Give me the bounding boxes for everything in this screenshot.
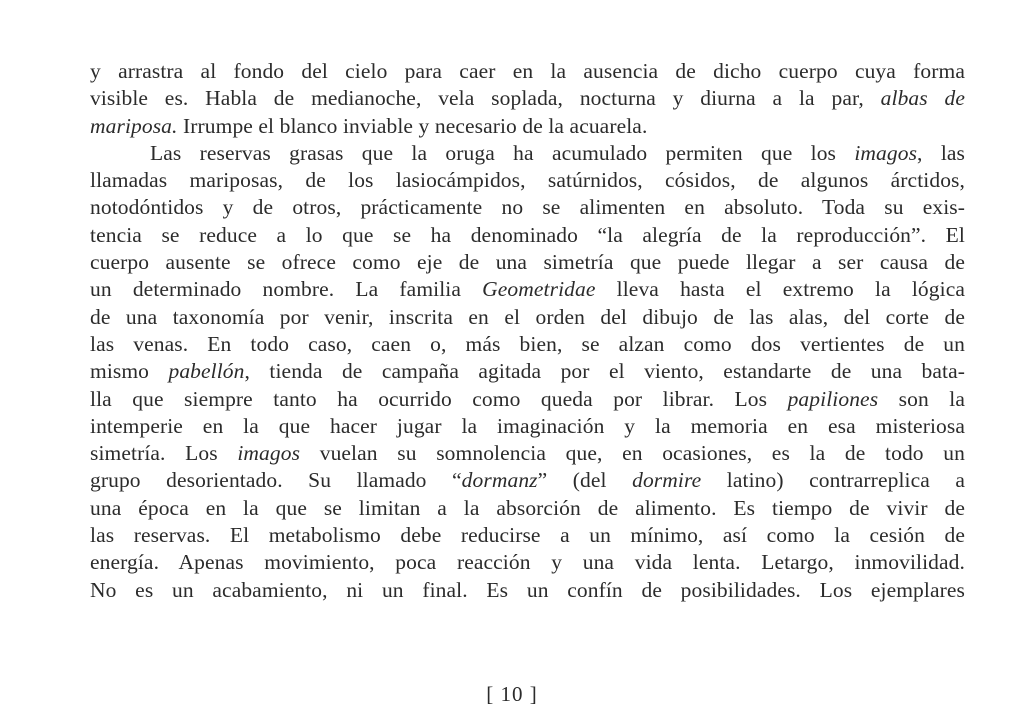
italic-term: albas de <box>880 86 966 111</box>
text-line: una época en la que se limitan a la absorción de alimento. Es tiempo de vivir de <box>90 495 965 520</box>
text-line: cuerpo ausente se ofrece como eje de una simetría que puede llegar a ser causa de <box>90 250 965 275</box>
text-line: y arrastra al fondo del cielo para caer en la ausencia de dicho cuerpo cuya forma <box>90 59 965 83</box>
italic-term: imagos <box>237 441 301 466</box>
text-line: las venas. En todo caso, caen o, más bien, se alzan como dos vertientes de un <box>90 331 965 356</box>
text-line: notodóntidos y de otros, prácticamente no se alimenten en absoluto. Toda su exis- <box>90 195 965 220</box>
text-line: energía. Apenas movimiento, poca reacción y una vida lenta. Letargo, inmovilidad. <box>90 550 965 575</box>
text-line: mismo pabellón, tienda de campaña agitada por el viento, estandarte de una bata- <box>90 359 966 384</box>
italic-term: papiliones <box>787 386 879 411</box>
paragraph-1 <box>90 58 965 140</box>
page-number: [ 10 ] <box>486 682 538 706</box>
text-line: Las reservas grasas que la oruga ha acumulado permiten que los imagos, las <box>150 140 965 165</box>
paragraph-2 <box>90 140 965 604</box>
text-line: mariposa. Irrumpe el blanco inviable y necesario de la acuarela. <box>90 113 648 138</box>
text-line: lla que siempre tanto ha ocurrido como queda por librar. Los papiliones son la <box>90 386 965 411</box>
text-line: visible es. Habla de medianoche, vela soplada, nocturna y diurna a la par, albas de <box>90 86 966 111</box>
italic-term: pabellón <box>168 359 245 384</box>
text-line: un determinado nombre. La familia Geometridae lleva hasta el extremo la lógica <box>90 277 965 302</box>
text-line: las reservas. El metabolismo debe reducirse a un mínimo, así como la cesión de <box>90 523 965 548</box>
italic-term: imagos <box>854 140 918 165</box>
italic-term: Geometridae <box>482 277 596 302</box>
text-line: intemperie en la que hacer jugar la imaginación y la memoria en esa misteriosa <box>90 413 965 438</box>
page-body <box>90 58 965 604</box>
italic-term: dormanz <box>461 468 538 493</box>
italic-term: dormire <box>632 468 702 493</box>
text-line: simetría. Los imagos vuelan su somnolencia que, en ocasiones, es la de todo un <box>90 441 965 466</box>
text-line: grupo desorientado. Su llamado “dormanz” (del dormire latino) contrarreplica a <box>90 468 966 493</box>
italic-term: mariposa. <box>90 113 178 138</box>
text-line: tencia se reduce a lo que se ha denominado “la alegría de la reproducción”. El <box>90 222 965 247</box>
text-line: de una taxonomía por venir, inscrita en el orden del dibujo de las alas, del corte de <box>90 304 965 329</box>
text-line: No es un acabamiento, ni un final. Es un confín de posibilidades. Los ejemplares <box>90 577 965 602</box>
text-line: llamadas mariposas, de los lasiocámpidos, satúrnidos, cósidos, de algunos árctidos, <box>90 168 965 193</box>
